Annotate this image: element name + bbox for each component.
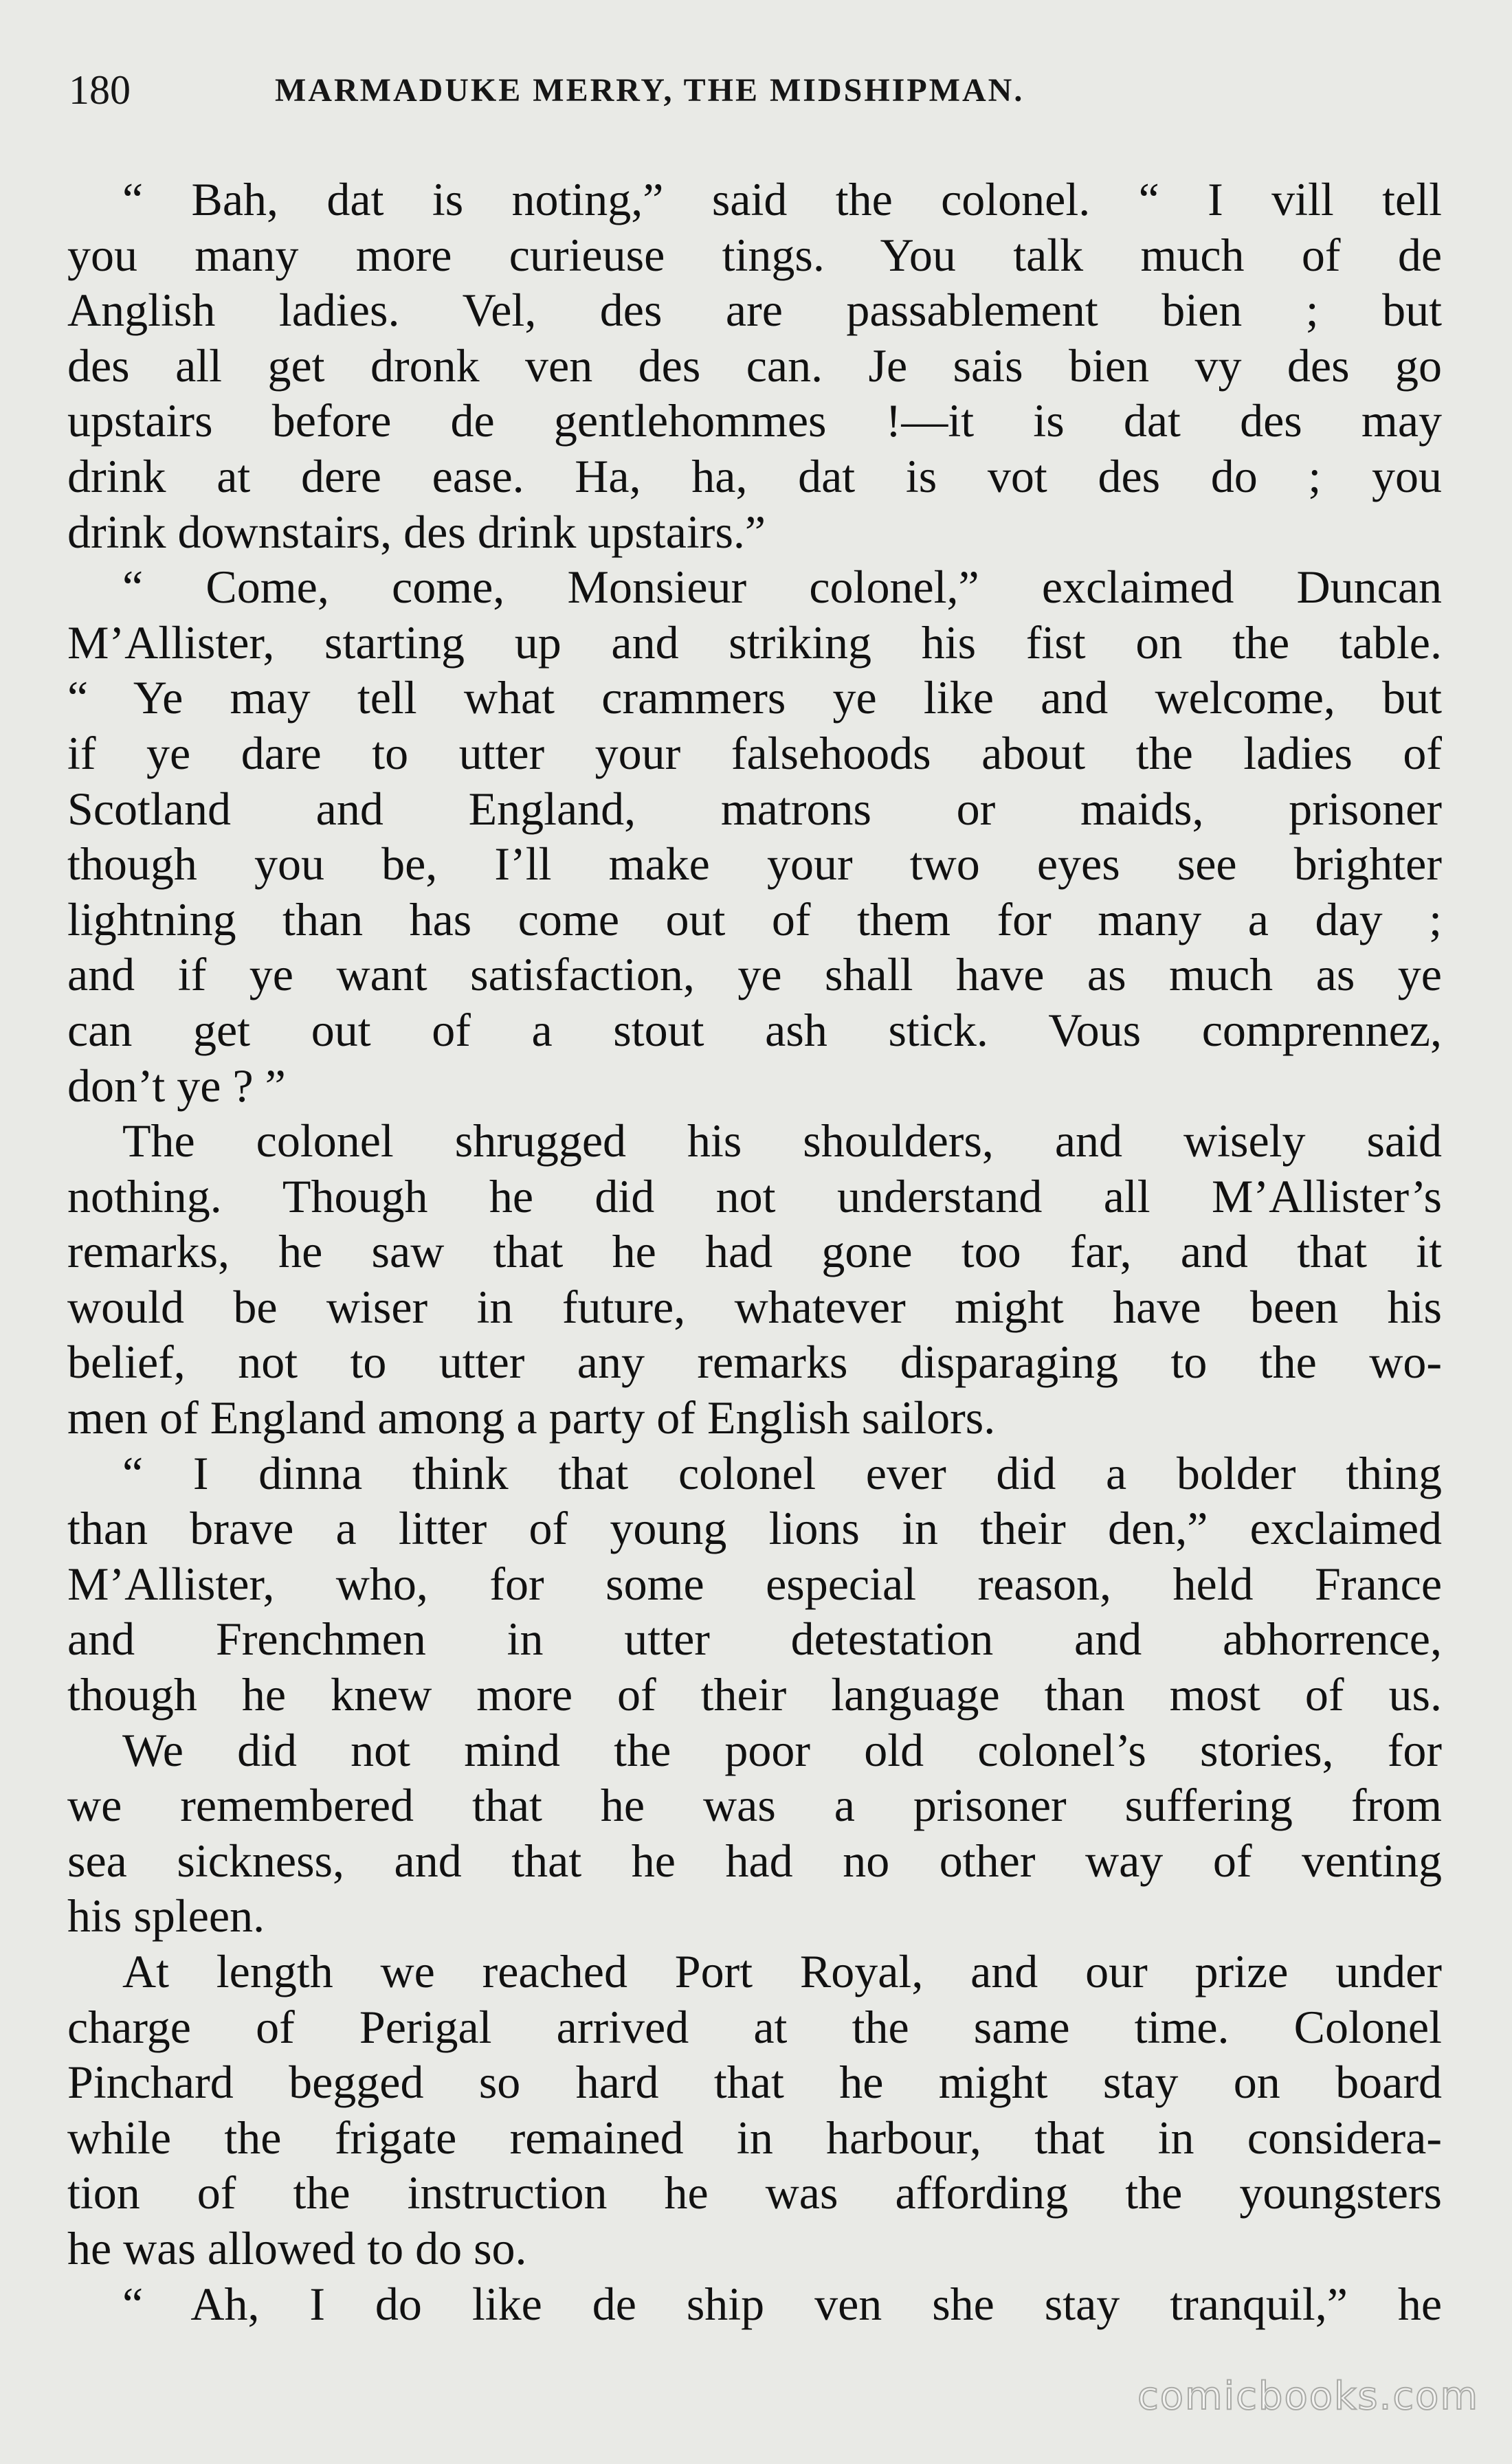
text-line: upstairs before de gentlehommes !—it is dat des may — [67, 394, 1442, 447]
text-line: We did not mind the poor old colonel’s stories, for — [122, 1723, 1442, 1776]
text-line: his spleen. — [67, 1890, 265, 1942]
watermark: comicbooks.com — [1137, 2374, 1479, 2419]
text-line: can get out of a stout ash stick. Vous comprennez, — [67, 1003, 1442, 1056]
text-line: “ Come, come, Monsieur colonel,” exclaimed Duncan — [122, 561, 1442, 614]
text-line: though you be, I’ll make your two eyes see brighter — [67, 838, 1442, 891]
page-header — [69, 66, 1443, 114]
text-line: “ Bah, dat is noting,” said the colonel. “ I vill tell — [122, 173, 1442, 225]
text-line: tion of the instruction he was affording the youngsters — [67, 2166, 1442, 2219]
text-line: “ I dinna think that colonel ever did a bolder thing — [122, 1446, 1442, 1499]
text-line: Pinchard begged so hard that he might stay on board — [67, 2056, 1442, 2109]
running-title: MARMADUKE MERRY, THE MIDSHIPMAN. — [275, 72, 1025, 109]
text-line: he was allowed to do so. — [67, 2221, 527, 2274]
page-number: 180 — [69, 67, 131, 113]
text-line: belief, not to utter any remarks disparaging to the wo- — [67, 1336, 1442, 1389]
text-line: though he knew more of their language than most of us. — [67, 1668, 1442, 1721]
text-line: At length we reached Port Royal, and our prize under — [122, 1945, 1442, 1997]
text-line: sea sickness, and that he had no other way of venting — [67, 1834, 1442, 1887]
text-line: drink at dere ease. Ha, ha, dat is vot des do ; you — [67, 449, 1442, 502]
text-line: Scotland and England, matrons or maids, prisoner — [67, 782, 1442, 835]
text-line: you many more curieuse tings. You talk much of de — [67, 228, 1442, 281]
text-line: drink downstairs, des drink upstairs.” — [67, 505, 766, 558]
text-line: don’t ye ? ” — [67, 1059, 286, 1112]
text-line: The colonel shrugged his shoulders, and wisely said — [122, 1115, 1442, 1167]
text-line: M’Allister, who, for some especial reason, held France — [67, 1557, 1442, 1610]
text-line: and if ye want satisfaction, ye shall have as much as ye — [67, 948, 1442, 1001]
text-line: nothing. Though he did not understand all M’Allister’s — [67, 1169, 1442, 1222]
text-line: “ Ye may tell what crammers ye like and welcome, but — [67, 671, 1442, 724]
text-line: we remembered that he was a prisoner suffering from — [67, 1779, 1442, 1832]
text-line: Anglish ladies. Vel, des are passablement bien ; but — [67, 284, 1442, 337]
text-line: remarks, he saw that he had gone too far, and that it — [67, 1225, 1442, 1278]
text-line: than brave a litter of young lions in their den,” exclaimed — [67, 1502, 1442, 1555]
text-line: while the frigate remained in harbour, that in considera- — [67, 2111, 1442, 2164]
text-line: M’Allister, starting up and striking his fist on the table. — [67, 616, 1442, 669]
text-line: would be wiser in future, whatever might have been his — [67, 1280, 1442, 1333]
text-line: if ye dare to utter your falsehoods about the ladies of — [67, 726, 1442, 779]
text-line: and Frenchmen in utter detestation and abhorrence, — [67, 1613, 1442, 1666]
text-line: lightning than has come out of them for many a day ; — [67, 893, 1442, 945]
body-text — [67, 172, 1442, 2331]
text-line: charge of Perigal arrived at the same time. Colonel — [67, 2000, 1442, 2053]
text-line: “ Ah, I do like de ship ven she stay tranquil,” he — [122, 2277, 1442, 2330]
text-line: men of England among a party of English sailors. — [67, 1391, 996, 1444]
text-line: des all get dronk ven des can. Je sais bien vy des go — [67, 339, 1442, 392]
